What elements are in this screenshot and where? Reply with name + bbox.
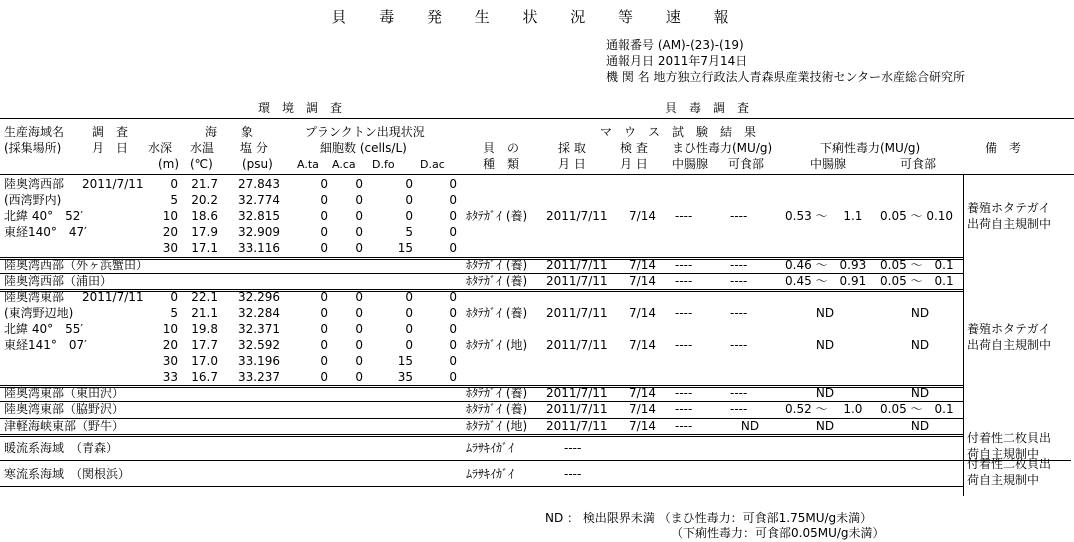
cell-area: 陸奥湾東部 <box>4 289 65 304</box>
cell-ata: 0 <box>320 321 328 336</box>
header-plankton: プランクトン出現状況 <box>305 125 425 139</box>
report-number: 通報番号 (AM)-(23)-(19) <box>606 38 744 52</box>
cell-temp: 21.1 <box>191 305 218 320</box>
cell-ata: 0 <box>320 241 328 256</box>
cell-pspe: ---- <box>730 305 748 320</box>
header-top-rule <box>0 118 1074 119</box>
cell-samp: 2011/7/11 <box>546 209 608 224</box>
cell-dac: 0 <box>449 209 457 224</box>
cell-samp: ---- <box>564 466 582 481</box>
header-sea: 海 象 <box>205 125 254 139</box>
cell-dfo: 0 <box>405 338 413 352</box>
cell-shell: ﾑﾗｻｷｲｶﾞｲ <box>466 440 515 455</box>
cell-temp: 18.6 <box>191 209 218 224</box>
cell-pspm: ---- <box>675 257 693 272</box>
cell-ata: 0 <box>320 305 328 320</box>
cell-dac: 0 <box>449 321 457 336</box>
cell-dfo: 0 <box>405 289 413 304</box>
header-shell-sub: 種 類 <box>483 157 520 171</box>
cell-samp: 2011/7/11 <box>546 305 608 320</box>
cell-depth: 0 <box>170 289 178 304</box>
cell-sal: 33.196 <box>238 354 280 369</box>
header-salinity: 塩 分 <box>240 141 268 155</box>
cell-sal: 32.774 <box>238 193 280 208</box>
cell-shell: ﾑﾗｻｷｲｶﾞｲ <box>466 466 515 481</box>
cell-dfo: 0 <box>405 209 413 224</box>
cell-depth: 10 <box>162 321 178 336</box>
note-text: 付着性二枚貝出 <box>967 456 1052 471</box>
header-survey: 調 査 <box>92 125 129 139</box>
cell-ata: 0 <box>320 209 328 224</box>
cell-dfo: 15 <box>397 354 413 369</box>
cell-dac: 0 <box>449 241 457 256</box>
report-title: 貝 毒 発 生 状 況 等 速 報 <box>331 8 743 26</box>
cell-depth: 20 <box>162 225 178 240</box>
header-note: 備 考 <box>985 141 1022 155</box>
cell-ata: 0 <box>320 193 328 208</box>
cell-test: 7/14 <box>629 386 656 401</box>
cell-date: 2011/7/11 <box>82 177 144 191</box>
cell-ata: 0 <box>320 354 328 369</box>
cell-dac: 0 <box>449 225 457 240</box>
cell-dac: 0 <box>449 370 457 385</box>
header-psp-mid: 中腸腺 <box>672 157 709 171</box>
header-area: 生産海域名 <box>4 125 65 139</box>
cell-aca: 0 <box>355 370 363 385</box>
cell-pspm: ---- <box>675 273 693 288</box>
cell-dfo: 0 <box>405 193 413 208</box>
cell-dfo: 15 <box>397 241 413 256</box>
cell-sal: 32.815 <box>238 209 280 224</box>
cell-date: 2011/7/11 <box>82 289 144 304</box>
cell-pspe: ---- <box>730 209 748 224</box>
cell-samp: 2011/7/11 <box>546 338 608 352</box>
cell-area: 北緯 40° 55′ <box>4 321 84 336</box>
cell-aca: 0 <box>355 209 363 224</box>
cell-area: (東湾野辺地) <box>4 305 74 320</box>
note-text: 荷自主規制中 <box>967 446 1040 461</box>
block-divider <box>0 486 963 487</box>
header-shell: 貝 の <box>483 141 520 155</box>
cell-test: 7/14 <box>629 257 656 272</box>
cell-depth: 5 <box>170 193 178 208</box>
cell-pspe: ---- <box>730 402 748 417</box>
row-divider <box>0 401 963 402</box>
header-sampling: 採 取 <box>558 141 586 155</box>
cell-dfo: 0 <box>405 305 413 320</box>
report-organization: 機 関 名 地方独立行政法人青森県産業技術センター水産総合研究所 <box>606 70 965 84</box>
cell-dspe: ND <box>910 386 930 401</box>
report-date: 通報月日 2011年7月14日 <box>606 54 748 68</box>
cell-sal: 32.592 <box>238 338 280 352</box>
cell-area: 陸奥湾東部（東田沢） <box>4 386 125 401</box>
row-divider <box>0 273 963 274</box>
cell-pspm: ---- <box>675 305 693 320</box>
note-text: 養殖ホタテガイ <box>967 322 1051 336</box>
header-bottom-rule <box>0 174 1074 175</box>
cell-temp: 17.0 <box>191 354 218 369</box>
cell-aca: 0 <box>355 305 363 320</box>
cell-area: 陸奥湾西部（外ヶ浜蟹田） <box>4 257 149 272</box>
cell-dfo: 5 <box>405 225 413 240</box>
header-mouse: マ ウ ス 試 験 結 果 <box>600 125 757 139</box>
cell-temp: 21.7 <box>191 177 218 191</box>
cell-depth: 30 <box>162 241 178 256</box>
note-column-divider <box>963 174 964 496</box>
cell-pspe: ---- <box>730 338 748 352</box>
cell-depth: 33 <box>162 370 178 385</box>
header-test-sub: 月 日 <box>620 157 648 171</box>
cell-aca: 0 <box>355 241 363 256</box>
header-aca: A.ca <box>332 158 356 171</box>
cell-shell: ﾎﾀﾃｶﾞｲ (養) <box>466 209 528 224</box>
cell-samp: ---- <box>564 440 582 455</box>
cell-area: (西湾野内) <box>4 193 62 208</box>
cell-test: 7/14 <box>629 209 656 224</box>
cell-dspm: ND <box>815 386 835 401</box>
cell-samp: 2011/7/11 <box>546 273 608 288</box>
header-area-sub: (採集場所) <box>4 141 62 155</box>
cell-aca: 0 <box>355 177 363 191</box>
cell-dspm: ND <box>815 418 835 433</box>
cell-sal: 33.237 <box>238 370 280 385</box>
cell-sal: 32.284 <box>238 305 280 320</box>
cell-dspm: 0.53 ～ 1.1 <box>785 209 863 224</box>
cell-dfo: 35 <box>397 370 413 385</box>
cell-pspm: ---- <box>675 418 693 433</box>
header-dsp-edible: 可食部 <box>900 157 937 171</box>
cell-shell: ﾎﾀﾃｶﾞｲ (地) <box>466 338 528 352</box>
cell-dac: 0 <box>449 177 457 191</box>
header-sampling-sub: 月 日 <box>558 157 586 171</box>
note-text: 養殖ホタテガイ <box>967 201 1051 216</box>
cell-area: 陸奥湾西部（浦田） <box>4 273 113 288</box>
cell-dspm: 0.52 ～ 1.0 <box>785 402 863 417</box>
header-depth-unit: (m) <box>158 157 180 171</box>
cell-sal: 27.843 <box>238 177 280 191</box>
header-water-temp-unit: (℃) <box>190 157 213 171</box>
cell-ata: 0 <box>320 289 328 304</box>
cell-pspe: ---- <box>730 386 748 401</box>
cell-pspe: ---- <box>730 257 748 272</box>
cell-sal: 32.909 <box>238 225 280 240</box>
cell-dac: 0 <box>449 305 457 320</box>
note-text: 付着性二枚貝出 <box>967 430 1052 445</box>
cell-dac: 0 <box>449 338 457 352</box>
cell-area: 津軽海峡東部（野牛） <box>4 418 125 433</box>
cell-test: 7/14 <box>629 305 656 320</box>
cell-temp: 22.1 <box>191 289 218 304</box>
header-dac: D.ac <box>420 158 445 171</box>
cell-area: 北緯 40° 52′ <box>4 209 84 224</box>
cell-dspe: ND <box>910 418 930 433</box>
cell-samp: 2011/7/11 <box>546 418 608 433</box>
cell-shell: ﾎﾀﾃｶﾞｲ (養) <box>466 273 528 288</box>
cell-pspe: ---- <box>730 273 748 288</box>
cell-ata: 0 <box>320 370 328 385</box>
cell-dspe: 0.05 ～ 0.10 <box>880 209 954 224</box>
header-toxin: 貝 毒 調 査 <box>665 101 750 115</box>
cell-sal: 32.296 <box>238 289 280 304</box>
cell-aca: 0 <box>355 225 363 240</box>
row-divider <box>0 418 963 419</box>
header-dfo: D.fo <box>372 158 395 171</box>
block-divider <box>0 460 963 461</box>
header-water-temp: 水温 <box>190 141 215 155</box>
cell-shell: ﾎﾀﾃｶﾞｲ (養) <box>466 386 528 401</box>
cell-area: 寒流系海域 （関根浜） <box>4 466 131 481</box>
cell-temp: 17.9 <box>191 225 218 240</box>
cell-test: 7/14 <box>629 402 656 417</box>
cell-dspe: 0.05 ～ 0.1 <box>880 257 954 272</box>
header-dsp-mid: 中腸腺 <box>810 157 847 171</box>
header-psp-edible: 可食部 <box>728 157 765 171</box>
header-dsp: 下痢性毒力(MU/g) <box>820 141 921 155</box>
cell-sal: 32.371 <box>238 321 280 336</box>
cell-temp: 20.2 <box>191 193 218 208</box>
cell-depth: 20 <box>162 338 178 352</box>
cell-aca: 0 <box>355 338 363 352</box>
cell-dac: 0 <box>449 289 457 304</box>
cell-dspe: ND <box>910 305 930 320</box>
note-text: 荷自主規制中 <box>967 472 1040 487</box>
cell-dac: 0 <box>449 193 457 208</box>
cell-dspm: ND <box>815 338 835 352</box>
cell-dspm: 0.45 ～ 0.91 <box>785 273 867 288</box>
cell-aca: 0 <box>355 354 363 369</box>
cell-area: 陸奥湾西部 <box>4 177 65 191</box>
cell-area: 暖流系海域 （青森） <box>4 440 119 455</box>
cell-depth: 0 <box>170 177 178 191</box>
header-depth: 水深 <box>148 141 173 155</box>
cell-aca: 0 <box>355 321 363 336</box>
cell-pspm: ---- <box>675 209 693 224</box>
cell-shell: ﾎﾀﾃｶﾞｲ (養) <box>466 257 528 272</box>
cell-pspm: ---- <box>675 402 693 417</box>
cell-dspm: ND <box>815 305 835 320</box>
cell-samp: 2011/7/11 <box>546 402 608 417</box>
cell-samp: 2011/7/11 <box>546 257 608 272</box>
header-env: 環 境 調 査 <box>258 101 343 115</box>
cell-area: 陸奥湾東部（脇野沢） <box>4 402 125 417</box>
cell-pspe: ND <box>740 418 760 433</box>
cell-aca: 0 <box>355 289 363 304</box>
cell-area: 東経141° 07′ <box>4 338 87 352</box>
cell-area: 東経140° 47′ <box>4 225 87 240</box>
cell-pspm: ---- <box>675 386 693 401</box>
cell-depth: 10 <box>162 209 178 224</box>
header-ata: A.ta <box>297 158 319 171</box>
footer-line-2: （下痢性毒力：可食部0.05MU/g未満） <box>671 526 885 540</box>
cell-shell: ﾎﾀﾃｶﾞｲ (養) <box>466 402 528 417</box>
cell-dspe: 0.05 ～ 0.1 <box>880 402 954 417</box>
header-survey-sub: 月 日 <box>92 141 129 155</box>
cell-ata: 0 <box>320 338 328 352</box>
cell-dfo: 0 <box>405 177 413 191</box>
cell-pspm: ---- <box>675 338 693 352</box>
cell-ata: 0 <box>320 177 328 191</box>
cell-temp: 19.8 <box>191 321 218 336</box>
cell-dspm: 0.46 ～ 0.93 <box>785 257 867 272</box>
cell-shell: ﾎﾀﾃｶﾞｲ (地) <box>466 418 528 433</box>
cell-temp: 17.7 <box>191 338 218 352</box>
note-text: 出荷自主規制中 <box>967 217 1052 232</box>
cell-dac: 0 <box>449 354 457 369</box>
cell-depth: 5 <box>170 305 178 320</box>
cell-dspe: ND <box>910 338 930 352</box>
footer-line-1: ND ： 検出限界未満 （まひ性毒力：可食部1.75MU/g未満） <box>545 511 873 525</box>
cell-test: 7/14 <box>629 418 656 433</box>
cell-aca: 0 <box>355 193 363 208</box>
cell-temp: 17.1 <box>191 241 218 256</box>
header-salinity-unit: (psu) <box>242 157 273 171</box>
block-divider <box>0 434 963 437</box>
cell-shell: ﾎﾀﾃｶﾞｲ (養) <box>466 305 528 320</box>
cell-depth: 30 <box>162 354 178 369</box>
cell-sal: 33.116 <box>238 241 280 256</box>
header-psp: まひ性毒力(MU/g) <box>672 141 773 155</box>
cell-ata: 0 <box>320 225 328 240</box>
header-test: 検 査 <box>620 141 648 155</box>
cell-dfo: 0 <box>405 321 413 336</box>
cell-samp: 2011/7/11 <box>546 386 608 401</box>
header-cells: 細胞数 (cells/L) <box>320 141 407 155</box>
note-text: 出荷自主規制中 <box>967 338 1052 352</box>
cell-test: 7/14 <box>629 338 656 352</box>
cell-temp: 16.7 <box>191 370 218 385</box>
cell-dspe: 0.05 ～ 0.1 <box>880 273 954 288</box>
cell-test: 7/14 <box>629 273 656 288</box>
